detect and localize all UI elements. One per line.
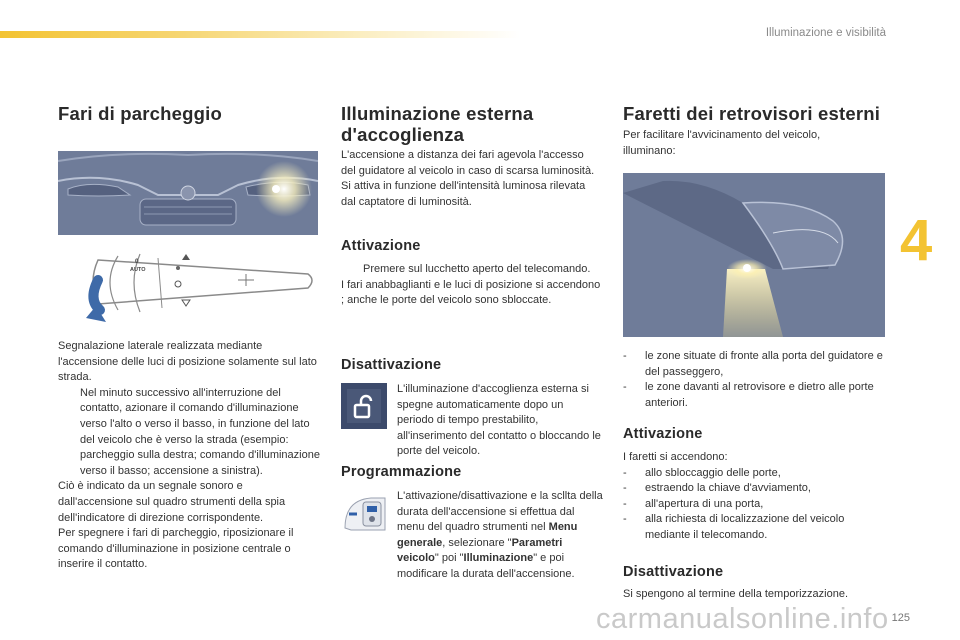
section-title: Illuminazione e visibilità: [765, 27, 886, 39]
vehicle-parameters-label: Parametri veicolo: [397, 536, 563, 565]
parking-lights-title: Fari di parcheggio: [58, 103, 222, 124]
col2-activation-body: Premere sul lucchetto aperto del telecomando. I fari anabbaglianti e le luci di posizione si accendono ; anche le porte del veicolo sono sbloccate.: [341, 263, 601, 307]
col3-deactivation-title: Disattivazione: [623, 564, 724, 580]
lighting-label: Illuminazione: [463, 552, 534, 565]
col3-deactivation-text: Si spengono al termine della temporizzazione.: [623, 588, 849, 600]
col2-deactivation-text: L'illuminazione d'accoglienza esterna si spegne automaticamente dopo un periodo di tempo prestabilito, all'inserimento del contatto o bloccando le porte del veicolo.: [397, 383, 601, 458]
mirror-spotlight-drawing: [623, 173, 885, 337]
car-front-illustration: [58, 151, 318, 235]
light-stalk-drawing: [58, 240, 318, 330]
col3-activation-title: Attivazione: [623, 426, 703, 442]
parking-lights-body: [58, 339, 320, 573]
mirror-spotlight-illustration: [623, 173, 885, 337]
bullet-mark: [58, 386, 80, 480]
mirror-spotlights-title: Faretti dei retrovisori esterni: [623, 103, 881, 124]
mirror-spotlights-intro: Per facilitare l'avvicinamento del veicolo, illuminano:: [623, 129, 821, 157]
col2-deactivation-title: Disattivazione: [341, 357, 442, 373]
list-item: - allo sbloccaggio delle porte,: [623, 466, 781, 479]
parking-lights-indicator-text: Ciò è indicato da un segnale sonoro e dall'accensione sul quadro strumenti della spia dell'indicatore di direzione corrispondente.: [58, 480, 286, 524]
list-item: - all'apertura di una porta,: [623, 497, 764, 510]
list-item: - le zone situate di fronte alla porta del guidatore e del passeggero,: [623, 350, 883, 378]
parking-lights-off-text: Per spegnere i fari di parcheggio, riposizionare il comando d'illuminazione in posizione centrale o inserire il contatto.: [58, 527, 294, 571]
stalk-label-zero: 0: [135, 258, 139, 265]
parking-lights-intro: Segnalazione laterale realizzata mediante l'accensione delle luci di posizione solamente sul lato strada.: [58, 340, 317, 384]
watermark: carmanualsonline.info: [596, 603, 889, 635]
mirror-zones-list: [623, 349, 885, 411]
stalk-label-auto: AUTO: [130, 267, 146, 273]
list-item: - alla richiesta di localizzazione del veicolo mediante il telecomando.: [623, 513, 845, 541]
chapter-number: 4: [900, 208, 933, 273]
page-number: 125: [891, 612, 910, 624]
programming-text: L'attivazione/disattivazione e la scllta della durata dell'accensione si effettua dal menu del quadro strumenti nel Menu generale, selezionare "Parametri veicolo" poi "Illuminazione" e poi modificare la durata dell'accensione.: [397, 490, 603, 580]
list-item: - le zone davanti al retrovisore e dietro alle porte anteriori.: [623, 381, 874, 409]
col3-activation-list: I faretti si accendono: - allo sbloccaggio delle porte, - estraendo la chiave d'avviamento, - all'apertura di una porta, - alla richiesta di localizzazione del veicolo mediante il telecomando.: [623, 450, 885, 544]
steering-controls-icon: [341, 494, 389, 534]
list-item: - estraendo la chiave d'avviamento,: [623, 482, 811, 495]
parking-lights-bullet: Nel minuto successivo all'interruzione del contatto, azionare il comando d'illuminazione verso l'alto o verso il basso, in funzione del lato del veicolo che è verso la strada (esempio: parcheggio sulla destra; comando d'illuminazione verso il basso; accensione a sinistra).: [58, 386, 320, 480]
bullet-mark: [341, 262, 363, 278]
col2-activation-title: Attivazione: [341, 238, 421, 254]
menu-general-label: Menu generale: [397, 521, 578, 549]
welcome-lighting-intro: L'accensione a distanza dei fari agevola l'accesso del guidatore al veicolo in caso di scarsa luminosità. Si attiva in funzione dell'intensità luminosa rilevata dal captatore di luminosità.: [341, 149, 595, 208]
header-accent-bar: [0, 31, 520, 38]
welcome-lighting-title: Illuminazione esterna d'accoglienza: [341, 103, 534, 145]
car-front-drawing: [58, 151, 318, 235]
light-stalk-illustration: [58, 240, 318, 330]
unlock-icon: [341, 383, 387, 429]
programming-title: Programmazione: [341, 464, 462, 480]
